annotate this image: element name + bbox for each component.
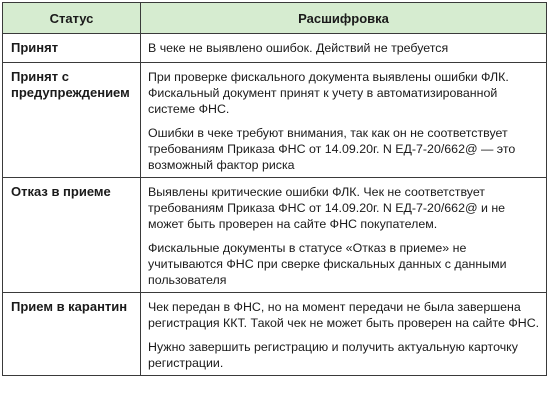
description-paragraph: При проверке фискального документа выявлены ошибки ФЛК. Фискальный документ принят к учету в автоматизированной системе ФНС. <box>148 70 509 116</box>
description-paragraph: Выявлены критические ошибки ФЛК. Чек не соответствует требованиям Приказа ФНС от 14.09.20г. N ЕД-7-20/662@ и не может быть проверен на сайте ФНС покупателем. <box>148 185 506 231</box>
status-cell: Принят с предупреждением <box>3 63 141 178</box>
description-paragraph: Нужно завершить регистрацию и получить актуальную карточку регистрации. <box>148 340 518 370</box>
table-row <box>3 293 547 376</box>
status-cell: Принят <box>3 34 141 63</box>
description-paragraph: Ошибки в чеке требуют внимания, так как он не соответствует требованиям Приказа ФНС от 14.09.20г. N ЕД-7-20/662@ — это возможный фактор риска <box>148 126 516 172</box>
description-cell <box>141 63 547 178</box>
column-header-decoding: Расшифровка <box>141 3 547 34</box>
description-paragraph: В чеке не выявлено ошибок. Действий не требуется <box>148 41 449 55</box>
status-cell: Отказ в приеме <box>3 178 141 293</box>
description-cell <box>141 178 547 293</box>
status-table <box>2 2 547 376</box>
table-header-row <box>3 3 547 34</box>
description-cell <box>141 293 547 376</box>
description-paragraph: Чек передан в ФНС, но на момент передачи не была завершена регистрация ККТ. Такой чек не может быть проверен на сайте ФНС. <box>148 300 540 330</box>
table-row <box>3 178 547 293</box>
description-cell <box>141 34 547 63</box>
status-cell: Прием в карантин <box>3 293 141 376</box>
column-header-status: Статус <box>3 3 141 34</box>
table-row <box>3 63 547 178</box>
table-row <box>3 34 547 63</box>
description-paragraph: Фискальные документы в статусе «Отказ в приеме» не учитываются ФНС при сверке фискальных данных с данными пользователя <box>148 241 507 287</box>
